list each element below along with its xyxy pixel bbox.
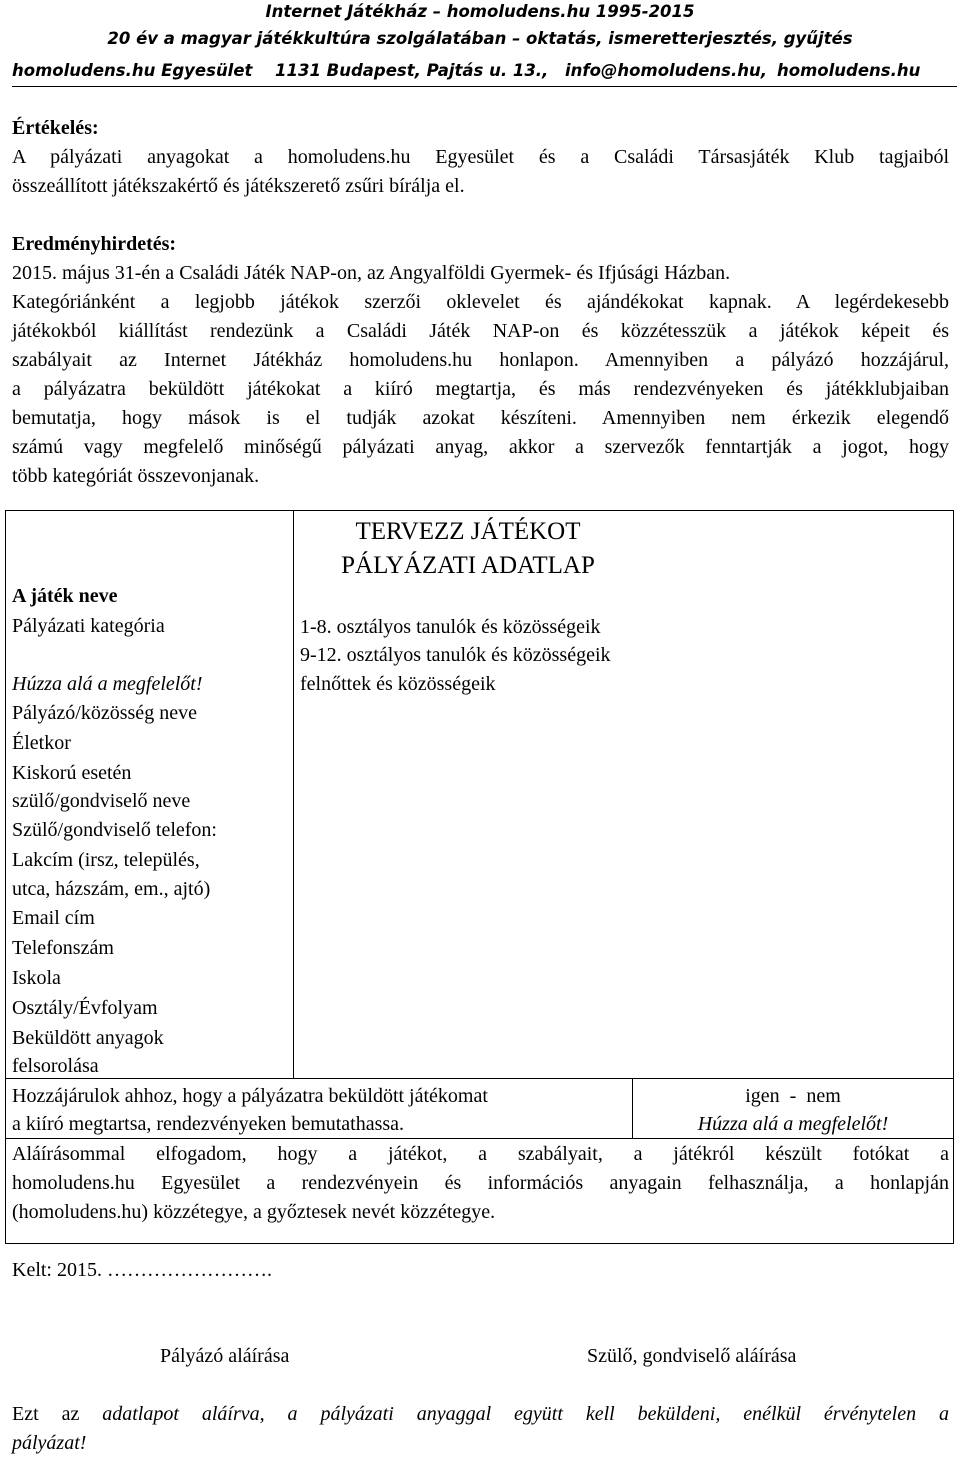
category-option-1[interactable]: 1-8. osztályos tanulók és közösségeik: [300, 616, 601, 638]
guardian-signature-label: Szülő, gondviselő aláírása: [587, 1345, 797, 1367]
email-label: Email cím: [12, 907, 95, 929]
header-line-2: 20 év a magyar játékkultúra szolgálatában – oktatás, ismeretterjesztés, gyűjtés: [107, 29, 853, 48]
applicant-signature-label: Pályázó aláírása: [160, 1345, 290, 1367]
consent-text-1: Hozzájárulok ahhoz, hogy a pályázatra beküldött játékomat: [12, 1085, 488, 1107]
form-row-divider-consent: [6, 1078, 953, 1079]
results-line-4: szabályait az Internet Játékház homoludens.hu honlapon. Amennyiben a pályázó hozzájárul,: [12, 349, 949, 371]
phone-label: Telefonszám: [12, 937, 114, 959]
school-label: Iskola: [12, 967, 61, 989]
category-label: Pályázati kategória: [12, 615, 165, 637]
address-label-2: utca, házszám, em., ajtó): [12, 878, 211, 900]
results-line-5: a pályázatra beküldött játékokat a kiíró megtartja, és más rendezvényeken és játékklubjaiban: [12, 378, 949, 400]
signature-statement-line-1: Aláírásommal elfogadom, hogy a játékot, a szabályait, a játékról készült fotókat a: [12, 1143, 949, 1165]
evaluation-line-1: A pályázati anyagokat a homoludens.hu Egyesület és a Családi Társasjáték Klub tagjaiból: [12, 146, 949, 168]
results-line-3: játékokból kiállítást rendezünk a Családi Játék NAP-on és közzétesszük a játékok képeit és: [12, 320, 949, 342]
results-line-8: több kategóriát összevonjanak.: [12, 465, 260, 487]
results-line-7: számú vagy megfelelő minőségű pályázati anyag, akkor a szervezők fenntartják a jogot, hogy: [12, 436, 949, 458]
header-line-1: Internet Játékház – homoludens.hu 1995-2015: [265, 2, 695, 21]
category-option-2[interactable]: 9-12. osztályos tanulók és közösségeik: [300, 644, 611, 666]
footer-note-line-1: [12, 1400, 949, 1429]
form-column-divider: [293, 511, 294, 1078]
header-site[interactable]: homoludens.hu: [777, 61, 921, 80]
header-email[interactable]: info@homoludens.hu,: [565, 61, 768, 80]
form-title-line-2: PÁLYÁZATI ADATLAP: [341, 552, 595, 579]
consent-text-2: a kiíró megtartsa, rendezvényeken bemutathassa.: [12, 1113, 405, 1135]
class-label: Osztály/Évfolyam: [12, 997, 158, 1019]
header-address: 1131 Budapest, Pajtás u. 13.,: [275, 61, 549, 80]
header-org: homoludens.hu Egyesület: [12, 61, 253, 80]
game-name-label: A játék neve: [12, 585, 118, 607]
consent-hint: Húzza alá a megfelelőt!: [697, 1113, 889, 1135]
consent-choice[interactable]: igen - nem: [745, 1085, 841, 1107]
signature-statement-line-2: homoludens.hu Egyesület a rendezvényein és információs anyagain felhasználja, a honlapján: [12, 1172, 949, 1194]
results-line-1: 2015. május 31-én a Családi Játék NAP-on, az Angyalföldi Gyermek- és Ifjúsági Házban.: [12, 262, 731, 284]
evaluation-heading: Értékelés:: [12, 117, 99, 139]
guardian-label-1: Kiskorú esetén: [12, 762, 132, 784]
applicant-label: Pályázó/közösség neve: [12, 702, 197, 724]
evaluation-line-2: összeállított játékszakértő és játékszerető zsűri bírálja el.: [12, 175, 465, 197]
address-label-1: Lakcím (irsz, település,: [12, 849, 200, 871]
footer-note-italic: adatlapot aláírva, a pályázati anyaggal együtt kell beküldeni, enélkül érvénytelen a: [102, 1403, 950, 1425]
guardian-label-2: szülő/gondviselő neve: [12, 790, 191, 812]
age-label: Életkor: [12, 732, 71, 754]
guardian-phone-label: Szülő/gondviselő telefon:: [12, 819, 217, 841]
form-title-line-1: TERVEZZ JÁTÉKOT: [355, 518, 581, 545]
results-line-6: bemutatja, hogy mások is el tudják azokat készíteni. Amennyiben nem érkezik elegendő: [12, 407, 949, 429]
header-contact-line: [12, 58, 957, 87]
materials-label-2: felsorolása: [12, 1055, 99, 1077]
results-heading: Eredményhirdetés:: [12, 233, 177, 255]
results-line-2: Kategóriánként a legjobb játékok szerzői oklevelet és ajándékokat kapnak. A legérdekesebb: [12, 291, 949, 313]
signature-statement-line-3: (homoludens.hu) közzétegye, a győztesek nevét közzétegye.: [12, 1201, 496, 1223]
category-hint: Húzza alá a megfelelőt!: [12, 673, 203, 695]
date-field[interactable]: Kelt: 2015. …………………….: [12, 1259, 272, 1281]
materials-label-1: Beküldött anyagok: [12, 1027, 164, 1049]
footer-note-line-2: pályázat!: [12, 1432, 87, 1454]
category-option-3[interactable]: felnőttek és közösségeik: [300, 673, 496, 695]
footer-note-prefix: Ezt az: [12, 1403, 103, 1425]
